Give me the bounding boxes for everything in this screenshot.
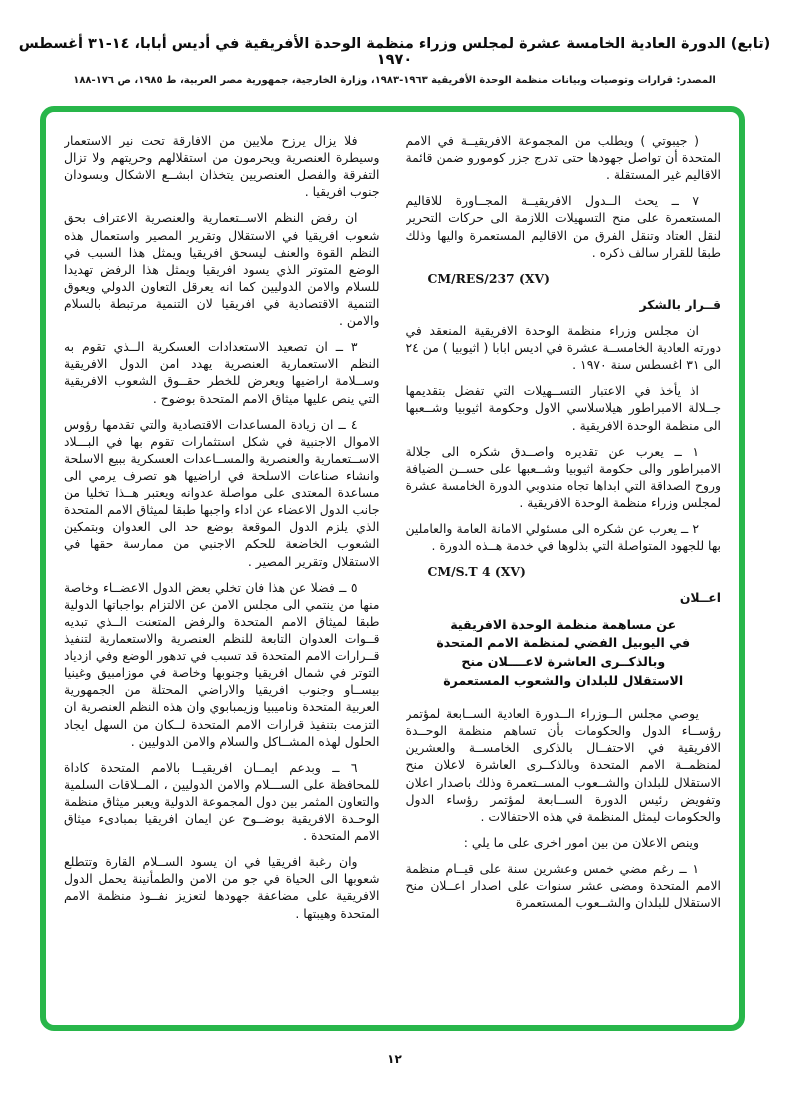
declaration-subtitle	[406, 616, 722, 692]
paragraph-item-3: ٣ ــ ان تصعيد الاستعدادات العسكرية الــذي تقوم به النظم الاستعمارية العنصرية يهدد امن الدول الافريقية وســلامة اراضيها ويعرض للخطر حقــوق الشعوب الافريقية التي ينص عليها ميثاق الامم المتحدة بوضوح .	[64, 339, 380, 406]
column-left	[64, 132, 380, 1013]
paragraph-considering: اذ يأخذ في الاعتبار التســهيلات التي تفضل بتقديمها جــلالة الامبراطور هيلاسلاسي الاول وحكومة اثيوبيا وشــعبها الى منظمة الوحدة الافريقية .	[405, 383, 721, 433]
declaration-subtitle-line: الاستقلال للبلدان والشعوب المستعمرة	[443, 673, 684, 689]
resolution-ref-cm-res-237: CM/RES/237 (XV)	[427, 270, 550, 286]
two-column-layout	[64, 132, 721, 1013]
paragraph-declaration-intro: وينص الاعلان من بين امور اخرى على ما يلي :	[463, 834, 699, 850]
paragraph-recommendation: يوصي مجلس الــوزراء الــدورة العادية الســابعة لمؤتمر رؤســاء الدول والحكومات بأن تساهم منظمة الوحــدة الافريقية في الاحتفــال بالذكرى الخامســة والعشرين لمنظمــة الامم المتحدة وبالذكــرى العاشرة لاعلان منح الاستقلال للبلدان والشــعوب المســتعمرة وذلك باصدار اعلان وتفويض رئيس الدورة الســابعة لمؤتمر رؤساء الدول والحكومات ليمثل المنظمة في هذه الاحتفالات .	[405, 706, 721, 824]
paragraph-item-4: ٤ ــ ان زيادة المساعدات الاقتصادية والتي تقدمها رؤوس الاموال الاجنبية في شكل استثمارات تقوم بها في البـــلاد الاســتعمارية والعنصرية والمســاعدات العسكرية ببيع الاسلحة وانشاء صناعات الاسلحة في اراضيها هو تصرف يرمي الى مساعدة المعتدى على مواصلة عدوانه ويعتبر هــذا تخليا من جانب الدول الاعضاء عن اداء واجبها طبقا لميثاق الامم المتحدة الذي يلزم الدول الموقعة بوضع حد الى العدوان وبتمكين الشعوب الخاضعة للحكم الاجنبي من ممارسة حقها في الاستقلال وتقرير المصير .	[64, 416, 380, 569]
paragraph-declaration-point-1: ١ ــ رغم مضي خمس وعشرين سنة على قيــام منظمة الامم المتحدة ومضى عشر سنوات على اصدار اعــلان منح الاستقلال للبلدان والشــعوب المستعمرة	[405, 860, 721, 911]
declaration-subtitle-line: وبالذكــرى العاشرة لاعــــلان منح	[461, 654, 666, 670]
paragraph-session: ان مجلس وزراء منظمة الوحدة الافريقية المنعقد في دورته العادية الخامســة عشرة في اديس ابابا ( اثيوبيا ) من ٢٤ الى ٣١ اغسطس سنة ١٩٧٠ .	[405, 322, 721, 373]
page-header	[0, 36, 789, 86]
paragraph-thanks-1: ١ ــ يعرب عن تقديره واصــدق شكره الى جلالة الامبراطور والى حكومة اثيوبيا وشــعبها على حســن الضيافة وروح الصداقة التي ابداها تجاه مندوبي الدورة الخامسة عشرة لمجلس وزراء منظمة الوحدة الافريقية .	[405, 443, 721, 510]
source-line: المصدر: قرارات وتوصيات وبيانات منظمة الوحدة الأفريقية ١٩٦٣-١٩٨٣، وزارة الخارجية، جمهورية مصر العربية، ط ١٩٨٥، ص ١٧٦-١٨٨	[73, 75, 716, 86]
declaration-subtitle-line: عن مساهمة منظمة الوحدة الافريقية	[450, 616, 677, 632]
paragraph-djibouti: ( جيبوتي ) ويطلب من المجموعة الافريقيــة في الامم المتحدة أن تواصل جهودها حتى تدرج جزر كومورو ضمن قائمة الاقاليم غير المستقلة .	[405, 133, 721, 183]
column-right	[406, 132, 722, 1013]
paragraph-africa-desire: وان رغبة افريقيا في ان يسود الســلام القارة وتتطلع شعوبها الى الحياة في جو من الامن والطمأنينة يحمل الدول الافريقية على مضاعفة جهودها لتعزيز نفــوذ منظمة الامم المتحدة وهيبتها .	[64, 854, 380, 921]
paragraph-colonial-yoke: فلا يزال يرزح ملايين من الافارقة تحت نير الاستعمار وسيطرة العنصرية ويحرمون من استقلالهم وحريتهم ولا تزال التفرقة والفصل العنصريين يتخذان ابشــع الاشكال وبسودان جنوب افريقيا .	[64, 133, 380, 200]
heading-resolution-of-thanks: قــرار بالشكر	[639, 296, 721, 312]
session-title: (تابع) الدورة العادية الخامسة عشرة لمجلس وزراء منظمة الوحدة الأفريقية في أديس أبابا، ١٤-٣١ أغسطس ١٩٧٠	[18, 36, 771, 68]
paragraph-item-6: ٦ ــ وبدعم ايمــان افريقيــا بالامم المتحدة كاداة للمحافظة على الســـلام والامن الدوليين ، المــلاقات السلمية والتعاون المثمر بين دول المجموعة الدولية ويعبر ميثاق منظمة الوحـدة الافريقية بوضــوح عن ايمان افريقيا بمبادىء ميثاق الامم المتحدة .	[64, 759, 380, 844]
paragraph-item-5: ٥ ــ فضلا عن هذا فان تخلي بعض الدول الاعضــاء وخاصة منها من ينتمي الى مجلس الامن عن الالتزام بواجباتها الدولية طبقا لميثاق الامم المتحدة والرفض المتعنت الــذي تبديه قــوات العدوان التابعة للنظم العنصرية والاستعمارية لتنفيذ قــرارات الامم المتحدة قد تسبب في تدهور الوضع وفي ازدياد التوتر في شمال افريقيا وجنوبها وخاصة في موزامبيق وغينيا بيســاو وجنوب افريقيا والاراضي المحتلة من الجمهورية العربية المتحدة وناميبيا وزيمبابوي وان هذه النظم العنصرية ان التزمت بتنفيذ قرارات الامم المتحدة لــكان من السهل ايجاد الحلول لهذه المشــاكل والسلام والامن الدوليين .	[64, 579, 380, 749]
page-number: ١٢	[387, 1052, 402, 1066]
paragraph-refusal-of-regimes: ان رفض النظم الاســتعمارية والعنصرية الاعتراف بحق شعوب افريقيا في الاستقلال وتقرير المصير واستعمال هذه النظم القوة والعنف ليسحق افريقيا ويمثل هذا السبب في الوضع المتوتر الذي يسود افريقيا ويمثل هذا الرفض تهديدا للسلام والامن الدوليين كما انه يعرقل التعاون الدولي ويعوق التنمية الاقتصادية في افريقيا لان التنمية مرتبطة بالسلام والامن .	[64, 210, 380, 329]
paragraph-item-7: ٧ ــ يحث الــدول الافريقيــة المجــاورة للاقاليم المستعمرة على منح التسهيلات اللازمة الى حركات التحرير لنقل العتاد وتنقل الفرق من الاقاليم المستعمرة واليها وذلك طبقا للقرار سالف ذكره .	[405, 193, 721, 260]
content-frame	[40, 106, 745, 1031]
declaration-subtitle-line: في اليوبيل الفضي لمنظمة الامم المتحدة	[436, 635, 691, 651]
paragraph-thanks-2: ٢ ــ يعرب عن شكره الى مسئولي الامانة العامة والعاملين بها للجهود المتواصلة التي بذلوها في خدمة هــذه الدورة .	[405, 521, 721, 554]
resolution-ref-cm-st-4: CM/S.T 4 (XV)	[427, 564, 526, 580]
heading-declaration: اعــلان	[679, 590, 721, 606]
